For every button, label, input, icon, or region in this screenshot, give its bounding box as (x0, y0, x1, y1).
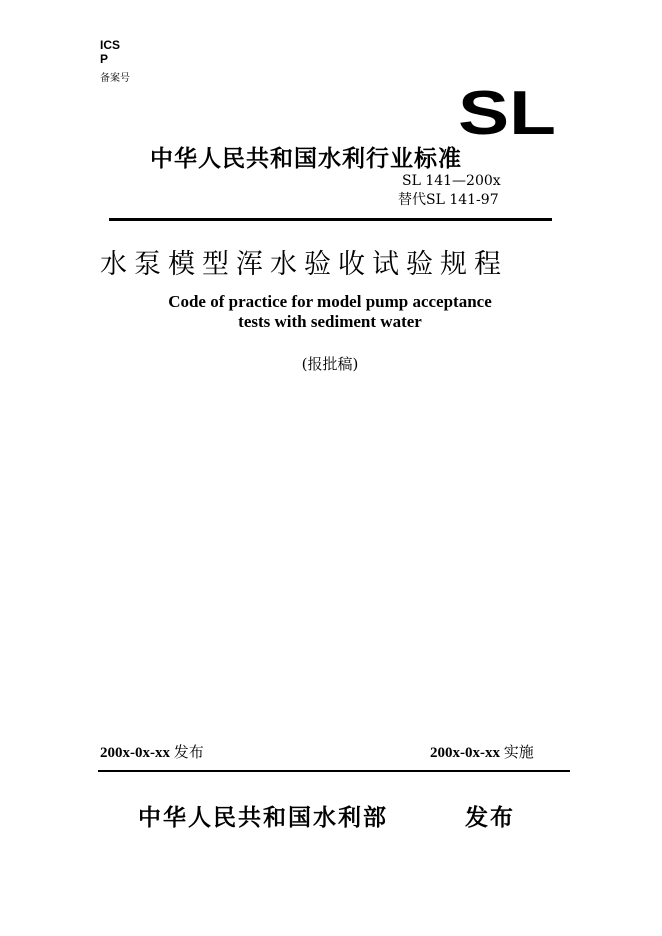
sl-logo-text: SL (458, 88, 556, 138)
document-title-en-line2: tests with sediment water (238, 312, 422, 331)
draft-status: (报批稿) (301, 355, 359, 373)
implement-date: 200x-0x-xx (430, 745, 500, 761)
footer-divider (98, 770, 570, 772)
ics-code: ICS (100, 38, 121, 52)
standard-title: 中华人民共和国水利行业标准 (150, 146, 462, 172)
publish-label: 发布 (173, 743, 204, 761)
implement-date-block (430, 741, 534, 762)
document-title-en-line1: Code of practice for model pump acceptance (168, 292, 492, 311)
publish-date-block (100, 741, 204, 762)
replaced-standard: 替代SL 141-97 (398, 192, 499, 208)
document-title-en (100, 292, 560, 332)
publish-date: 200x-0x-xx (100, 745, 170, 761)
issuing-authority: 中华人民共和国水利部 (138, 805, 388, 831)
standard-number: SL 141—200x (402, 173, 501, 189)
ics-block (100, 38, 120, 66)
record-number-label: 备案号 (100, 73, 130, 84)
header-divider (109, 218, 552, 221)
issue-label: 发布 (465, 805, 515, 831)
document-title-cn: 水泵模型浑水验收试验规程 (100, 249, 508, 280)
category-code: P (100, 52, 109, 66)
implement-label: 实施 (503, 743, 534, 761)
sl-logo (458, 88, 556, 138)
